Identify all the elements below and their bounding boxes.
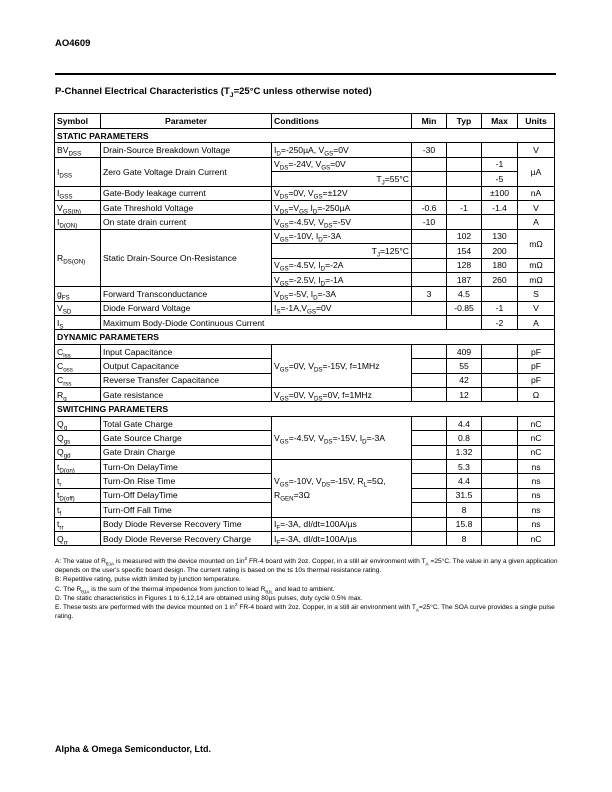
col-header-min: Min	[412, 114, 447, 129]
table-row: $BV_{DSS}$ Drain-Source Breakdown Voltage $I_D=-250\mu A$, $V_{GS}=0V$ -30 V	[55, 143, 555, 157]
table-row: $t_{D(on)}$ Turn-On DelayTime $V_{GS}=-10V$, $V_{DS}=-15V$, $R_L=5\Omega$, $R_{GEN}=3\Omega$ 5.3 ns	[55, 459, 555, 473]
electrical-characteristics-table	[54, 113, 555, 546]
note-d: D. The static characteristics in Figures 1 to 6,12,14 are obtained using 80µs pulses, duty cycle 0.5% max.	[55, 594, 363, 602]
symbol-cell: $t_{rr}$	[55, 517, 101, 531]
param-cell: Body Diode Reverse Recovery Charge	[101, 531, 272, 545]
symbol-cell: $t_f$	[55, 503, 101, 517]
symbol-cell: $C_{oss}$	[55, 359, 101, 373]
symbol-cell: $V_{GS(th)}$	[55, 200, 101, 214]
footnotes	[55, 557, 558, 621]
symbol-cell: $R_g$	[55, 388, 101, 402]
cond-cell: $V_{GS}=-4.5V$, $V_{DS}=-5V$	[272, 215, 412, 229]
cond-cell: $V_{DS}=-24V$, $V_{GS}=0V$	[272, 157, 412, 171]
param-cell: On state drain current	[101, 215, 272, 229]
table-row: $g_{FS}$ Forward Transconductance $V_{DS}=-5V$, $I_D=-3A$ 3 4.5 S	[55, 287, 555, 301]
section-title: P-Channel Electrical Characteristics ($T_J=25^\circ C$ unless otherwise noted)	[55, 86, 372, 99]
note-a: A: The value of $R_{\theta JA}$ is measured with the device mounted on $1in^2$ FR-4 board with 2oz. Copper, in a still air environment with $T_A =25^\circ C$. The value in any a given application depends on the user's specific board design. The current rating is based on the t≤ 10s thermal resistance rating.	[55, 556, 558, 575]
param-cell: Gate Drain Charge	[101, 445, 272, 459]
table-row: $Q_{gs}$ Gate Source Charge 0.8 nC	[55, 431, 555, 445]
param-cell: Turn-On DelayTime	[101, 459, 272, 473]
symbol-cell: $Q_g$	[55, 416, 101, 430]
table-row: $V_{GS}=-4.5V$, $I_D=-2A$ 128 180 mΩ	[55, 258, 555, 272]
param-cell: Turn-Off Fall Time	[101, 503, 272, 517]
param-cell: Turn-Off DelayTime	[101, 488, 272, 502]
cond-cell: $V_{DS}=0V$, $V_{GS}=\pm 12V$	[272, 186, 412, 200]
cond-cell: $V_{DS}=V_{GS}$ $I_D=-250\mu A$	[272, 200, 412, 214]
table-row: $R_{DS(ON)}$ Static Drain-Source On-Resistance $V_{GS}=-10V$, $I_D=-3A$ 102 130 mΩ	[55, 229, 555, 243]
param-cell: Drain-Source Breakdown Voltage	[101, 143, 272, 157]
table-row: $I_{GSS}$ Gate-Body leakage current $V_{DS}=0V$, $V_{GS}=\pm 12V$ ±100 nA	[55, 186, 555, 200]
col-header-max: Max	[482, 114, 518, 129]
table-row: $I_S$ Maximum Body-Diode Continuous Current -2 A	[55, 316, 555, 330]
col-header-units: Units	[518, 114, 555, 129]
note-c: C. The $R_{\theta JA}$ is the sum of the thermal impedence from junction to lead $R_{\theta JL}$ and lead to ambient.	[55, 585, 335, 595]
col-header-conditions: Conditions	[272, 114, 412, 129]
note-b: B: Repetitive rating, pulse width limited by junction temperature.	[55, 576, 241, 584]
param-cell: Maximum Body-Diode Continuous Current	[101, 316, 412, 330]
symbol-cell: $I_{DSS}$	[55, 157, 101, 186]
param-cell: Diode Forward Voltage	[101, 301, 272, 315]
symbol-cell: $V_{SD}$	[55, 301, 101, 315]
header-divider	[55, 73, 556, 75]
table-row: $R_g$ Gate resistance $V_{GS}=0V$, $V_{DS}=0V$, f=1MHz 12 Ω	[55, 388, 555, 402]
table-row: $V_{GS(th)}$ Gate Threshold Voltage $V_{DS}=V_{GS}$ $I_D=-250\mu A$ -0.6 -1 -1.4 V	[55, 200, 555, 214]
cond-cell: $I_F=-3A$, dI/dt=100A/µs	[272, 531, 412, 545]
param-cell: Gate Source Charge	[101, 431, 272, 445]
col-header-typ: Typ	[447, 114, 482, 129]
param-cell: Output Capacitance	[101, 359, 272, 373]
table-row: $C_{iss}$ Input Capacitance $V_{GS}=0V$, $V_{DS}=-15V$, f=1MHz 409 pF	[55, 344, 555, 358]
param-cell: Reverse Transfer Capacitance	[101, 373, 272, 387]
symbol-cell: $Q_{gs}$	[55, 431, 101, 445]
table-row: $T_J=125^\circ C$ 154 200	[55, 244, 555, 258]
table-row: $t_r$ Turn-On Rise Time 4.4 ns	[55, 474, 555, 488]
cond-cell: $T_J=55^\circ C$	[272, 172, 412, 186]
symbol-cell: $C_{iss}$	[55, 344, 101, 358]
note-e: E. These tests are performed with the device mounted on 1 $in^2$ FR-4 board with 2oz. Copper, in a still air environment with $T_A=25^\circ C$. The SOA curve provides a single pulse rating.	[55, 602, 555, 621]
param-cell: Total Gate Charge	[101, 416, 272, 430]
table-row: $T_J=55^\circ C$ -5	[55, 172, 555, 186]
table-row: $Q_{gd}$ Gate Drain Charge 1.32 nC	[55, 445, 555, 459]
symbol-cell: $Q_{gd}$	[55, 445, 101, 459]
param-cell: Zero Gate Voltage Drain Current	[101, 157, 272, 186]
table-row: $I_{DSS}$ Zero Gate Voltage Drain Current $V_{DS}=-24V$, $V_{GS}=0V$ -1 µA	[55, 157, 555, 171]
cond-cell: $I_F=-3A$, dI/dt=100A/µs	[272, 517, 412, 531]
cond-cell: $V_{GS}=-4.5V$, $I_D=-2A$	[272, 258, 412, 272]
symbol-cell: $I_{GSS}$	[55, 186, 101, 200]
part-number: AO4609	[55, 38, 91, 49]
symbol-cell: $t_r$	[55, 474, 101, 488]
param-cell: Gate resistance	[101, 388, 272, 402]
section-dynamic: DYNAMIC PARAMETERS	[55, 330, 555, 344]
table-row: $t_f$ Turn-Off Fall Time 8 ns	[55, 503, 555, 517]
cond-cell: $V_{GS}=-4.5V$, $V_{DS}=-15V$, $I_D=-3A$	[272, 416, 412, 459]
table-row: $V_{SD}$ Diode Forward Voltage $I_S=-1A,V_{GS}=0V$ -0.85 -1 V	[55, 301, 555, 315]
cond-cell: $V_{GS}=-10V$, $I_D=-3A$	[272, 229, 412, 243]
cond-cell: $V_{GS}=0V$, $V_{DS}=0V$, f=1MHz	[272, 388, 412, 402]
symbol-cell: $BV_{DSS}$	[55, 143, 101, 157]
cond-cell: $V_{GS}=-10V$, $V_{DS}=-15V$, $R_L=5\Omega$, $R_{GEN}=3\Omega$	[272, 459, 412, 517]
table-row: $V_{GS}=-2.5V$, $I_D=-1A$ 187 260 mΩ	[55, 272, 555, 286]
param-cell: Forward Transconductance	[101, 287, 272, 301]
table-row: $Q_g$ Total Gate Charge $V_{GS}=-4.5V$, $V_{DS}=-15V$, $I_D=-3A$ 4.4 nC	[55, 416, 555, 430]
table-row: $C_{rss}$ Reverse Transfer Capacitance 42 pF	[55, 373, 555, 387]
symbol-cell: $t_{D(on)}$	[55, 459, 101, 473]
param-cell: Input Capacitance	[101, 344, 272, 358]
param-cell: Gate-Body leakage current	[101, 186, 272, 200]
company-footer: Alpha & Omega Semiconductor, Ltd.	[55, 744, 212, 754]
cond-cell: $V_{GS}=0V$, $V_{DS}=-15V$, f=1MHz	[272, 344, 412, 387]
symbol-cell: $I_{D(ON)}$	[55, 215, 101, 229]
param-cell: Static Drain-Source On-Resistance	[101, 229, 272, 287]
cond-cell: $I_S=-1A,V_{GS}=0V$	[272, 301, 412, 315]
param-cell: Body Diode Reverse Recovery Time	[101, 517, 272, 531]
symbol-cell: $I_S$	[55, 316, 101, 330]
symbol-cell: $g_{FS}$	[55, 287, 101, 301]
param-cell: Gate Threshold Voltage	[101, 200, 272, 214]
param-cell: Turn-On Rise Time	[101, 474, 272, 488]
table-row: $Q_{rr}$ Body Diode Reverse Recovery Charge $I_F=-3A$, dI/dt=100A/µs 8 nC	[55, 531, 555, 545]
symbol-cell: $R_{DS(ON)}$	[55, 229, 101, 287]
section-static: STATIC PARAMETERS	[55, 129, 555, 143]
table-row: $I_{D(ON)}$ On state drain current $V_{GS}=-4.5V$, $V_{DS}=-5V$ -10 A	[55, 215, 555, 229]
col-header-symbol: Symbol	[55, 114, 101, 129]
table-header-row	[55, 114, 555, 129]
section-switching: SWITCHING PARAMETERS	[55, 402, 555, 416]
symbol-cell: $t_{D(off)}$	[55, 488, 101, 502]
cond-cell: $V_{GS}=-2.5V$, $I_D=-1A$	[272, 272, 412, 286]
table-row: $t_{rr}$ Body Diode Reverse Recovery Time $I_F=-3A$, dI/dt=100A/µs 15.8 ns	[55, 517, 555, 531]
col-header-parameter: Parameter	[101, 114, 272, 129]
cond-cell: $I_D=-250\mu A$, $V_{GS}=0V$	[272, 143, 412, 157]
table-row: $t_{D(off)}$ Turn-Off DelayTime 31.5 ns	[55, 488, 555, 502]
table-row: $C_{oss}$ Output Capacitance 55 pF	[55, 359, 555, 373]
symbol-cell: $C_{rss}$	[55, 373, 101, 387]
cond-cell: $T_J=125^\circ C$	[272, 244, 412, 258]
symbol-cell: $Q_{rr}$	[55, 531, 101, 545]
cond-cell: $V_{DS}=-5V$, $I_D=-3A$	[272, 287, 412, 301]
